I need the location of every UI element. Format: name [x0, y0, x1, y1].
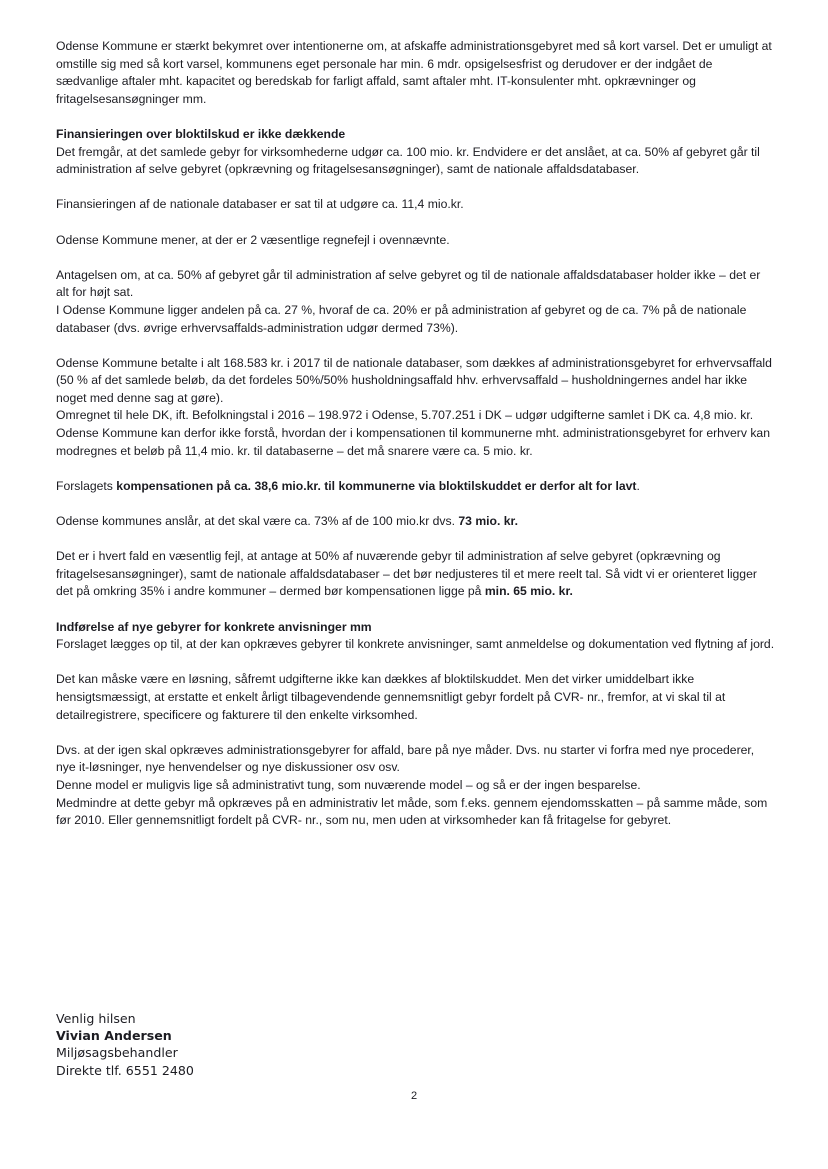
paragraph-dk-conversion: Omregnet til hele DK, ift. Befolkningstal i 2016 – 198.972 i Odense, 5.707.251 i DK – udgør udgifterne samlet i DK ca. 4,8 mio. kr. — [56, 408, 754, 423]
paragraph-odense-payment: Odense Kommune betalte i alt 168.583 kr. i 2017 til de nationale databaser, som dækkes af administrationsgebyret for erhvervsaffald (50 % af det samlede beløb, da det fordeles 50%/50% husholdningsaffald hhv. erhvervsaffald – husholdningernes andel har ikke noget med denne sag at gøre). — [56, 355, 772, 405]
paragraph-database-financing: Finansieringen af de nationale databaser er sat til at udgøre ca. 11,4 mio.kr. — [56, 197, 464, 212]
paragraph-new-ways: Dvs. at der igen skal opkræves administrationsgebyrer for affald, bare på nye måder. Dvs. nu starter vi forfra med nye procederer, nye it-løsninger, nye henvendelser og nye diskussioner osv osv. — [56, 742, 755, 775]
paragraph-odense-share: I Odense Kommune ligger andelen på ca. 27 %, hvoraf de ca. 20% er på administration af gebyret og de ca. 7% på de nationale databaser (dvs. øvrige erhvervsaffalds-administration udgør dermed 73%). — [56, 302, 747, 335]
paragraph-minimum-compensation — [56, 548, 776, 601]
bold-text-run: min. 65 mio. kr. — [484, 584, 573, 599]
sender-title: Miljøsagsbehandler — [56, 1045, 178, 1061]
bold-text-run: kompensationen på ca. 38,6 mio.kr. til kommunerne via bloktilskuddet er derfor alt for lavt — [116, 478, 637, 493]
text-run: Det er i hvert fald en væsentlig fejl, at antage at 50% af nuværende gebyr til administration af selve gebyret (opkrævning og fritagelsesansøgninger), samt de nationale affaldsdatabaser – det bør nedjusteres til et mere reelt tal. Så vidt vi er orienteret ligger det på omkring 35% i andre kommuner – dermed bør kompensationen ligge på — [56, 549, 757, 599]
paragraph-new-fees: Forslaget lægges op til, at der kan opkræves gebyrer til konkrete anvisninger, samt anmeldelse og dokumentation ved flytning af jord. — [56, 637, 775, 652]
page-number: 2 — [410, 1090, 418, 1102]
section-heading-financing: Finansieringen over bloktilskud er ikke dækkende — [56, 126, 346, 141]
paragraph-model-burden: Denne model er muligvis lige så administrativt tung, som nuværende model – og så er der ingen besparelse. — [56, 777, 641, 792]
greeting: Venlig hilsen — [56, 1011, 136, 1026]
paragraph-calculation-errors: Odense Kommune mener, at der er 2 væsentlige regnefejl i ovennævnte. — [56, 232, 450, 247]
signature-block — [56, 1010, 194, 1079]
bold-text-run: 73 mio. kr. — [458, 514, 519, 529]
sender-phone: Direkte tlf. 6551 2480 — [56, 1062, 194, 1078]
text-run: . — [636, 478, 640, 493]
paragraph-compensation-deduction: Odense Kommune kan derfor ikke forstå, hvordan der i kompensationen til kommunerne mht. administrationsgebyret for erhverv kan modregnes et beløb på 11,4 mio. kr. til databaserne – det må snarere være ca. 5 mio. kr. — [56, 426, 770, 458]
letter-body — [56, 38, 776, 847]
paragraph-solution: Det kan måske være en løsning, såfremt udgifterne ikke kan dækkes af bloktilskuddet. Men det virker umiddelbart ikke hensigtsmæssigt, at erstatte et enkelt årligt tilbagevendende gennemsnitligt gebyr fordelt på CVR- nr., fremfor, at vi skal til at detailregistrere, specificere og fakturere til den enkelte virksomhed. — [56, 672, 726, 722]
paragraph-compensation-too-low — [56, 478, 776, 496]
section-heading-new-fees: Indførelse af nye gebyrer for konkrete anvisninger mm — [56, 619, 372, 634]
paragraph-fee-total: Det fremgår, at det samlede gebyr for virksomhederne udgør ca. 100 mio. kr. Endvidere er det anslået, at ca. 50% af gebyret går til administration af selve gebyret (opkrævning og fritagelsesansøgninger), samt de nationale affaldsdatabaser. — [56, 144, 760, 177]
paragraph-estimate-73 — [56, 513, 776, 531]
paragraph-intro: Odense Kommune er stærkt bekymret over intentionerne om, at afskaffe administrationsgebyret med så kort varsel. Det er umuligt at omstille sig med så kort varsel, kommunens eget personale har min. 6 mdr. opsigelsesfrist og derudover er der indgået de sædvanlige aftaler mht. kapacitet og beredskab for farligt affald, samt aftaler mht. IT-konsulenter mht. opkrævninger og fritagelsesansøgninger mm. — [56, 39, 772, 106]
paragraph-assumption: Antagelsen om, at ca. 50% af gebyret går til administration af selve gebyret og til de nationale affaldsdatabaser holder ikke – det er alt for højt sat. — [56, 267, 761, 300]
text-run: Odense kommunes anslår, at det skal være ca. 73% af de 100 mio.kr dvs. — [56, 514, 459, 529]
text-run: Forslagets — [56, 478, 117, 493]
paragraph-alternative: Medmindre at dette gebyr må opkræves på en administrativ let måde, som f.eks. gennem ejendomsskatten – på samme måde, som før 2010. Eller gennemsnitligt fordelt på CVR- nr., som nu, men uden at virksomheder kan få fritagelse for gebyret. — [56, 795, 768, 828]
sender-name: Vivian Andersen — [56, 1028, 172, 1044]
